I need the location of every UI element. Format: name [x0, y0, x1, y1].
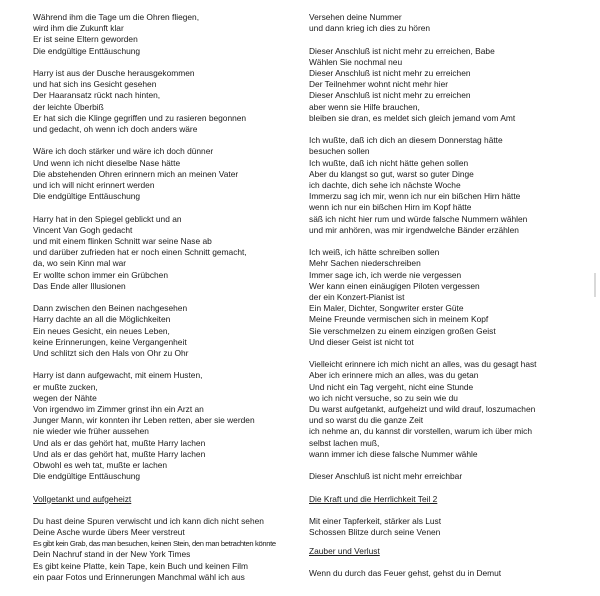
lyric-line: Und dieser Geist ist nicht tot — [309, 336, 414, 347]
lyric-line: wann immer ich diese falsche Nummer wähle — [309, 448, 478, 459]
lyric-line: Harry dachte an all die Möglichkeiten — [33, 314, 171, 325]
section-heading-vollgetankt: Vollgetankt und aufgeheizt — [33, 493, 132, 504]
stanza — [309, 135, 594, 236]
lyric-line: und ich will nicht erinnert werden — [33, 180, 155, 191]
lyric-line: Es gibt keine Platte, kein Tape, kein Buch und keinen Film — [33, 560, 248, 571]
lyric-line: Junger Mann, wir konnten ihr Leben retten, aber sie werden — [33, 415, 255, 426]
lyric-line: Schossen Blitze durch seine Venen — [309, 527, 441, 538]
lyric-line: aber wenn sie Hilfe brauchen, — [309, 101, 420, 112]
lyric-line: keine Erinnerungen, keine Vergangenheit — [33, 336, 187, 347]
lyric-line: und so warst du die ganze Zeit — [309, 415, 424, 426]
lyric-line: wegen der Nähte — [33, 392, 97, 403]
lyric-line: Harry ist aus der Dusche herausgekommen — [33, 68, 195, 78]
lyric-line: Ich wußte, daß ich nicht hätte gehen sollen — [309, 157, 469, 168]
lyric-line: Du hast deine Spuren verwischt und ich kann dich nicht sehen — [33, 515, 264, 526]
lyric-line: Dein Nachruf stand in der New York Times — [33, 549, 191, 560]
lyric-line: Er hat sich die Klinge gegriffen und zu rasieren begonnen — [33, 112, 247, 123]
lyric-line: wird ihm die Zukunft klar — [33, 23, 124, 34]
stanza — [33, 303, 295, 359]
lyric-line: Ich weiß, ich hätte schreiben sollen — [309, 247, 440, 258]
right-column — [309, 12, 594, 591]
lyric-line: ein paar Fotos und Erinnerungen Manchmal wähl ich aus — [33, 571, 245, 582]
lyric-line: Die abstehenden Ohren erinnern mich an meinen Vater — [33, 168, 239, 179]
lyric-line: Immer sage ich, ich werde nie vergessen — [309, 269, 462, 280]
lyric-line: der leichte Überbiß — [33, 101, 104, 112]
lyric-line: Wählen Sie nochmal neu — [309, 56, 403, 67]
stanza — [309, 46, 594, 124]
stanza — [309, 568, 594, 579]
left-column — [33, 12, 295, 583]
lyric-line: Von irgendwo im Zimmer grinst ihn ein Arzt an — [33, 404, 204, 415]
section-heading-kraft: Die Kraft und die Herrlichkeit Teil 2 — [309, 493, 438, 504]
lyric-line: Vincent Van Gogh gedacht — [33, 224, 133, 235]
stanza — [309, 12, 594, 34]
lyric-line: Mehr Sachen niederschreiben — [309, 258, 421, 269]
stanza — [309, 359, 594, 460]
lyric-line: Die endgültige Enttäuschung — [33, 471, 141, 482]
lyric-line: Der Haaransatz rückt nach hinten, — [33, 90, 161, 101]
lyric-line: er mußte zucken, — [33, 381, 98, 392]
stanza — [33, 146, 295, 202]
lyric-line: Und nicht ein Tag vergeht, nicht eine Stunde — [309, 381, 474, 392]
lyric-line: Harry hat in den Spiegel geblickt und an — [33, 213, 182, 224]
lyric-line: Du warst aufgetankt, aufgeheizt und wild drauf, loszumachen — [309, 404, 536, 415]
lyric-line: säß ich nicht hier rum und würde falsche Nummern wählen — [309, 213, 528, 224]
lyric-line: Obwohl es weh tat, mußte er lachen — [33, 460, 168, 471]
lyric-line: ich nehme an, du kannst dir vorstellen, warum ich über mich — [309, 426, 532, 437]
lyric-line: und darüber zufrieden hat er noch einen Schnitt gemacht, — [33, 247, 247, 258]
stanza — [309, 247, 594, 348]
lyric-line: Wäre ich doch stärker und wäre ich doch dünner — [33, 146, 214, 157]
lyric-line: Wenn du durch das Feuer gehst, gehst du in Demut — [309, 568, 502, 579]
lyric-line: Harry ist dann aufgewacht, mit einem Husten, — [33, 370, 203, 381]
lyric-line: Und schlitzt sich den Hals von Ohr zu Ohr — [33, 348, 189, 359]
lyric-line: Und als er das gehört hat, mußte Harry lachen — [33, 448, 206, 459]
lyric-line: wenn ich nur ein bißchen Hirn im Kopf hätte — [309, 202, 472, 213]
lyric-line: Versehen deine Nummer — [309, 12, 402, 22]
lyric-line: Ein neues Gesicht, ein neues Leben, — [33, 325, 170, 336]
lyric-line: Immerzu sag ich mir, wenn ich nur ein bißchen Hirn hätte — [309, 191, 521, 202]
lyric-line: Meine Freunde vermischen sich in meinem Kopf — [309, 314, 489, 325]
stanza — [33, 370, 295, 482]
lyric-line: Sie verschmelzen zu einem einzigen großen Geist — [309, 325, 496, 336]
scan-edge-mark — [594, 273, 596, 297]
lyric-line: Die endgültige Enttäuschung — [33, 45, 141, 56]
lyric-line: Das Ende aller Illusionen — [33, 280, 126, 291]
section-heading-zauber: Zauber und Verlust — [309, 546, 380, 557]
stanza — [309, 471, 594, 482]
lyric-line: selbst lachen muß, — [309, 437, 380, 448]
lyric-line: und gedacht, oh wenn ich doch anders wäre — [33, 124, 198, 135]
lyric-line: Dieser Anschluß ist nicht mehr zu erreichen — [309, 90, 471, 101]
lyric-line: Aber ich erinnere mich an alles, was du getan — [309, 370, 479, 381]
stanza — [309, 516, 594, 538]
lyric-line: Er wollte schon immer ein Grübchen — [33, 269, 168, 280]
lyric-line: Vielleicht erinnere ich mich nicht an alles, was du gesagt hast — [309, 359, 537, 370]
stanza — [33, 12, 295, 57]
lyric-line: Ich wußte, daß ich dich an diesem Donnerstag hätte — [309, 135, 503, 146]
lyric-line: Mit einer Tapferkeit, stärker als Lust — [309, 515, 442, 526]
lyric-line: Die endgültige Enttäuschung — [33, 191, 141, 202]
lyric-line: nie wieder wie früher aussehen — [33, 426, 149, 437]
lyric-line: der ein Konzert-Pianist ist — [309, 292, 405, 303]
lyric-line: und mir anhören, was mir irgendwelche Bänder erzählen — [309, 224, 519, 235]
lyric-line: ich dachte, dich sehe ich nächste Woche — [309, 180, 461, 191]
lyric-line: Dieser Anschluß ist nicht mehr zu erreichen, Babe — [309, 45, 495, 56]
lyric-line: Deine Asche wurde übers Meer verstreut — [33, 527, 185, 538]
stanza — [33, 516, 295, 583]
lyric-line: Aber du klangst so gut, warst so guter Dinge — [309, 168, 474, 179]
lyric-line: Und wenn ich nicht dieselbe Nase hätte — [33, 157, 181, 168]
stanza — [33, 68, 295, 135]
lyric-line: Der Teilnehmer wohnt nicht mehr hier — [309, 79, 449, 90]
lyric-line: Dann zwischen den Beinen nachgesehen — [33, 303, 188, 314]
lyric-line: Wer kann einen einäugigen Piloten vergessen — [309, 280, 480, 291]
stanza — [33, 214, 295, 292]
lyric-line: Und als er das gehört hat, mußte Harry lachen — [33, 437, 206, 448]
lyric-line: Dieser Anschluß ist nicht mehr erreichbar — [309, 471, 463, 482]
lyric-line: und mit einem flinken Schnitt war seine Nase ab — [33, 236, 212, 247]
lyric-line: und hat sich ins Gesicht gesehen — [33, 79, 157, 90]
lyric-line: Dieser Anschluß ist nicht mehr zu erreichen — [309, 68, 471, 78]
lyric-line: und dann krieg ich dies zu hören — [309, 23, 431, 34]
lyric-line: Während ihm die Tage um die Ohren fliegen, — [33, 12, 200, 22]
lyric-line: Er ist seine Eltern geworden — [33, 34, 138, 45]
lyric-line: Ein Maler, Dichter, Songwriter erster Güte — [309, 303, 464, 314]
lyric-line: Es gibt kein Grab, das man besuchen, keinen Stein, den man betrachten könnte — [33, 539, 276, 549]
lyric-line: wo ich nicht versuche, so zu sein wie du — [309, 392, 458, 403]
lyric-line: bleiben sie dran, es meldet sich gleich jemand vom Amt — [309, 112, 516, 123]
lyric-line: besuchen sollen — [309, 146, 370, 157]
lyric-line: da, wo sein Kinn mal war — [33, 258, 127, 269]
